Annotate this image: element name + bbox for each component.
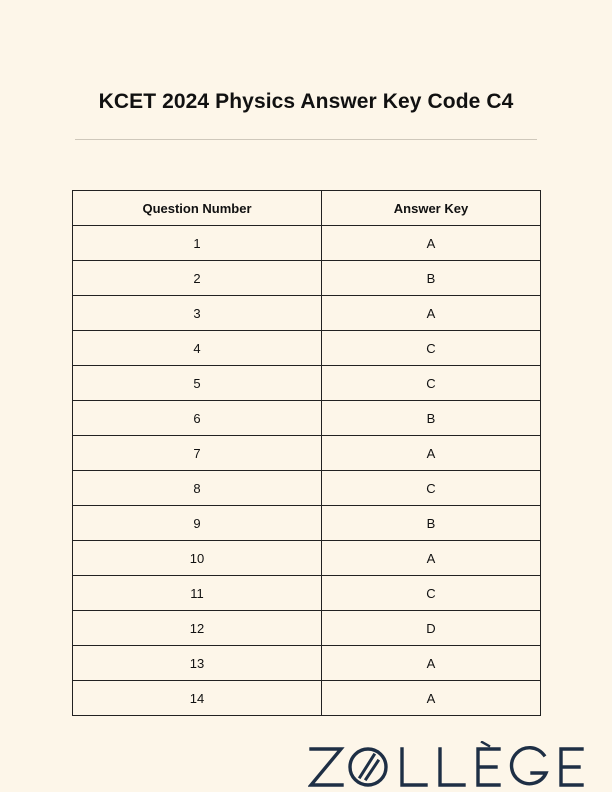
table-row <box>73 646 541 681</box>
table-row <box>73 506 541 541</box>
table-row <box>73 541 541 576</box>
table-row <box>73 576 541 611</box>
question-number-cell: 12 <box>73 611 322 646</box>
question-number-cell: 5 <box>73 366 322 401</box>
question-number-cell: 14 <box>73 681 322 716</box>
table-row <box>73 296 541 331</box>
table-row <box>73 401 541 436</box>
question-number-cell: 13 <box>73 646 322 681</box>
zollege-logo <box>308 741 612 792</box>
answer-key-cell: B <box>322 506 541 541</box>
answer-key-table <box>72 190 541 716</box>
table-row <box>73 226 541 261</box>
question-number-cell: 6 <box>73 401 322 436</box>
zollege-logo-mark <box>308 741 612 792</box>
question-number-cell: 4 <box>73 331 322 366</box>
table-row <box>73 331 541 366</box>
answer-key-cell: C <box>322 366 541 401</box>
answer-key-cell: A <box>322 681 541 716</box>
answer-key-cell: A <box>322 646 541 681</box>
table-header-row <box>73 191 541 226</box>
answer-key-cell: A <box>322 541 541 576</box>
table-row <box>73 366 541 401</box>
answer-key-cell: B <box>322 261 541 296</box>
answer-key-cell: C <box>322 576 541 611</box>
column-header-question-number: Question Number <box>73 191 322 226</box>
question-number-cell: 1 <box>73 226 322 261</box>
question-number-cell: 11 <box>73 576 322 611</box>
question-number-cell: 7 <box>73 436 322 471</box>
answer-key-cell: A <box>322 436 541 471</box>
table-row <box>73 611 541 646</box>
title-divider <box>75 139 537 140</box>
answer-key-cell: A <box>322 296 541 331</box>
table-row <box>73 261 541 296</box>
page-title: KCET 2024 Physics Answer Key Code C4 <box>98 90 514 113</box>
question-number-cell: 10 <box>73 541 322 576</box>
answer-key-cell: C <box>322 471 541 506</box>
question-number-cell: 2 <box>73 261 322 296</box>
answer-key-cell: C <box>322 331 541 366</box>
answer-key-cell: B <box>322 401 541 436</box>
table-row <box>73 681 541 716</box>
answer-key-cell: D <box>322 611 541 646</box>
table-row <box>73 436 541 471</box>
question-number-cell: 9 <box>73 506 322 541</box>
column-header-answer-key: Answer Key <box>322 191 541 226</box>
question-number-cell: 8 <box>73 471 322 506</box>
answer-key-cell: A <box>322 226 541 261</box>
question-number-cell: 3 <box>73 296 322 331</box>
table-row <box>73 471 541 506</box>
